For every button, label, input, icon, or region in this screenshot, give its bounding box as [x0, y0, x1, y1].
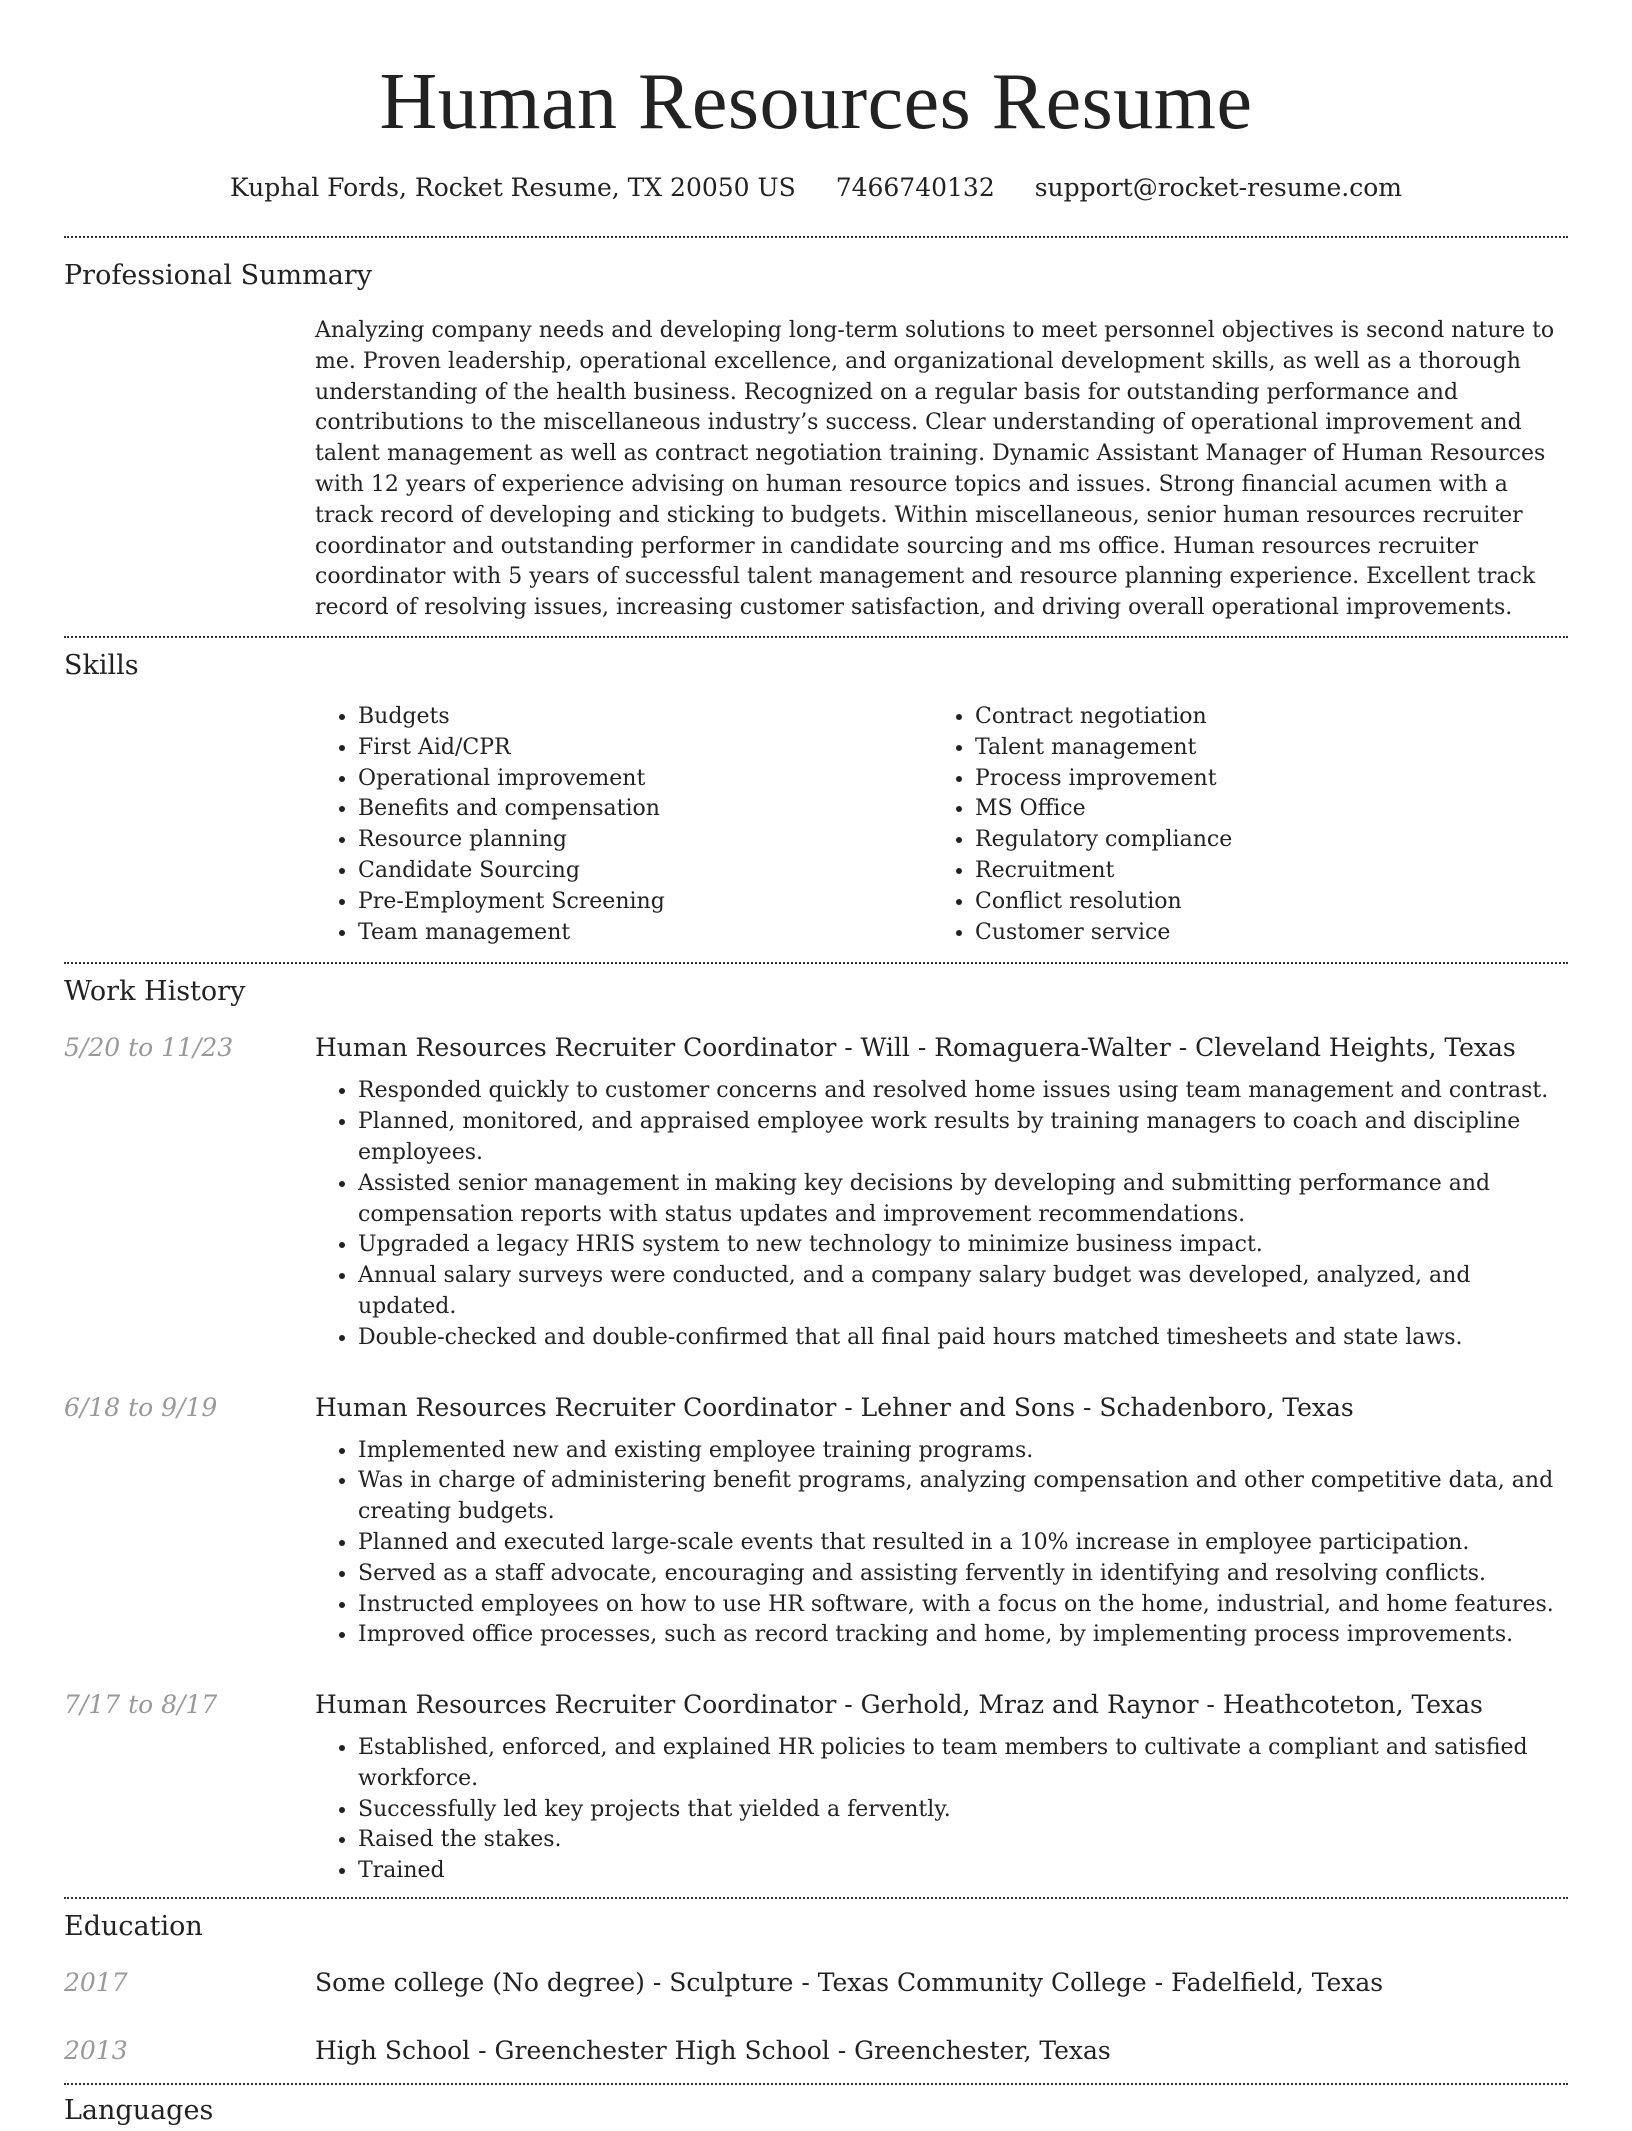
- skill-item: • Talent management: [975, 733, 1549, 764]
- contact-email: support@rocket-resume.com: [1034, 173, 1403, 202]
- skill-item: • MS Office: [975, 794, 1549, 825]
- job-entry: [64, 1390, 1568, 1652]
- job-bullet: • Established, enforced, and explained HR policies to team members to cultivate a compliant and satisfied workforce.: [358, 1733, 1568, 1795]
- job-title: Human Resources Recruiter Coordinator - Will - Romaguera-Walter - Cleveland Heights, Texas: [315, 1033, 1516, 1063]
- job-bullets: [315, 1076, 1568, 1353]
- skill-item: • Recruitment: [975, 856, 1549, 887]
- job-bullet: • Raised the stakes.: [358, 1825, 1568, 1856]
- job-bullet: • Planned, monitored, and appraised employee work results by training managers to coach and discipline employees.: [358, 1107, 1568, 1169]
- job-bullets: [315, 1436, 1568, 1652]
- section-heading-skills: Skills: [64, 649, 139, 681]
- job-bullet: • Trained: [358, 1856, 1568, 1887]
- skill-item: • Benefits and compensation: [358, 794, 932, 825]
- job-bullets: [315, 1733, 1568, 1887]
- skill-item: • Regulatory compliance: [975, 825, 1549, 856]
- contact-address: Kuphal Fords, Rocket Resume, TX 20050 US: [229, 173, 796, 202]
- job-title: Human Resources Recruiter Coordinator - Gerhold, Mraz and Raynor - Heathcoteton, Texas: [315, 1690, 1483, 1720]
- job-bullet: • Implemented new and existing employee training programs.: [358, 1436, 1568, 1467]
- page-title: Human Resources Resume: [379, 58, 1253, 146]
- summary-section: [64, 238, 1568, 624]
- job-bullet: • Was in charge of administering benefit programs, analyzing compensation and other competitive data, and creating budgets.: [358, 1466, 1568, 1528]
- job-bullet: • Responded quickly to customer concerns and resolved home issues using team management and contrast.: [358, 1076, 1568, 1107]
- skill-item: • First Aid/CPR: [358, 733, 932, 764]
- job-body: [315, 1030, 1568, 1353]
- education-entry: [64, 1965, 1568, 2001]
- job-bullet: • Served as a staff advocate, encouraging and assisting fervently in identifying and resolving conflicts.: [358, 1559, 1568, 1590]
- education-date: 2017: [64, 1968, 128, 1998]
- section-heading-work-history: Work History: [64, 976, 246, 1008]
- job-date: 6/18 to 9/19: [64, 1392, 218, 1422]
- contact-line: [64, 170, 1568, 206]
- skills-list-left: [315, 702, 932, 948]
- job-bullet: • Planned and executed large-scale events that resulted in a 10% increase in employee participation.: [358, 1528, 1568, 1559]
- job-bullet: • Upgraded a legacy HRIS system to new technology to minimize business impact.: [358, 1230, 1568, 1261]
- summary-text: Analyzing company needs and developing long-term solutions to meet personnel objectives is second nature to me. Proven leadership, operational excellence, and organizational development skills, as well as a thorough understanding of the health business. Recognized on a regular basis for outstanding performance and contributions to the miscellaneous industry’s success. Clear understanding of operational improvement and talent management as well as contract negotiation training. Dynamic Assistant Manager of Human Resources with 12 years of experience advising on human resource topics and issues. Strong financial acumen with a track record of developing and sticking to budgets. Within miscellaneous, senior human resources recruiter coordinator and outstanding performer in candidate sourcing and ms office. Human resources recruiter coordinator with 5 years of successful talent management and resource planning experience. Excellent track record of resolving issues, increasing customer satisfaction, and driving overall operational improvements.: [315, 318, 1555, 621]
- section-heading-languages: Languages: [64, 2095, 214, 2127]
- job-date: 5/20 to 11/23: [64, 1033, 234, 1063]
- skill-item: • Budgets: [358, 702, 932, 733]
- job-bullet: • Instructed employees on how to use HR software, with a focus on the home, industrial, and home features.: [358, 1590, 1568, 1621]
- job-body: [315, 1687, 1568, 1887]
- work-history-section: [64, 964, 1568, 1887]
- job-bullet: • Improved office processes, such as record tracking and home, by implementing process improvements.: [358, 1620, 1568, 1651]
- education-section: [64, 1899, 1568, 2069]
- job-bullet: • Successfully led key projects that yielded a fervently.: [358, 1795, 1568, 1826]
- education-entry: [64, 2033, 1568, 2069]
- skill-item: • Conflict resolution: [975, 887, 1549, 918]
- skill-item: • Pre-Employment Screening: [358, 887, 932, 918]
- job-date: 7/17 to 8/17: [64, 1690, 218, 1720]
- skill-item: • Operational improvement: [358, 764, 932, 795]
- skills-section: [64, 638, 1568, 948]
- skill-item: • Candidate Sourcing: [358, 856, 932, 887]
- contact-phone: 7466740132: [835, 173, 995, 202]
- skills-list-right: [932, 702, 1549, 948]
- languages-section: [64, 2085, 1568, 2131]
- job-entry: [64, 1687, 1568, 1887]
- job-entry: [64, 1030, 1568, 1353]
- skill-item: • Customer service: [975, 918, 1549, 949]
- job-body: [315, 1390, 1568, 1652]
- education-text: Some college (No degree) - Sculpture - Texas Community College - Fadelfield, Texas: [315, 1968, 1384, 1998]
- skill-item: • Contract negotiation: [975, 702, 1549, 733]
- skills-columns: [315, 702, 1568, 948]
- skill-item: • Team management: [358, 918, 932, 949]
- section-heading-education: Education: [64, 1911, 203, 1943]
- skill-item: • Resource planning: [358, 825, 932, 856]
- skill-item: • Process improvement: [975, 764, 1549, 795]
- education-date: 2013: [64, 2036, 128, 2066]
- job-bullet: • Annual salary surveys were conducted, and a company salary budget was developed, analyzed, and updated.: [358, 1261, 1568, 1323]
- job-bullet: • Assisted senior management in making key decisions by developing and submitting performance and compensation reports with status updates and improvement recommendations.: [358, 1169, 1568, 1231]
- job-bullet: • Double-checked and double-confirmed that all final paid hours matched timesheets and state laws.: [358, 1323, 1568, 1354]
- section-heading-summary: Professional Summary: [64, 260, 372, 291]
- education-text: High School - Greenchester High School - Greenchester, Texas: [315, 2036, 1111, 2066]
- job-title: Human Resources Recruiter Coordinator - Lehner and Sons - Schadenboro, Texas: [315, 1392, 1354, 1422]
